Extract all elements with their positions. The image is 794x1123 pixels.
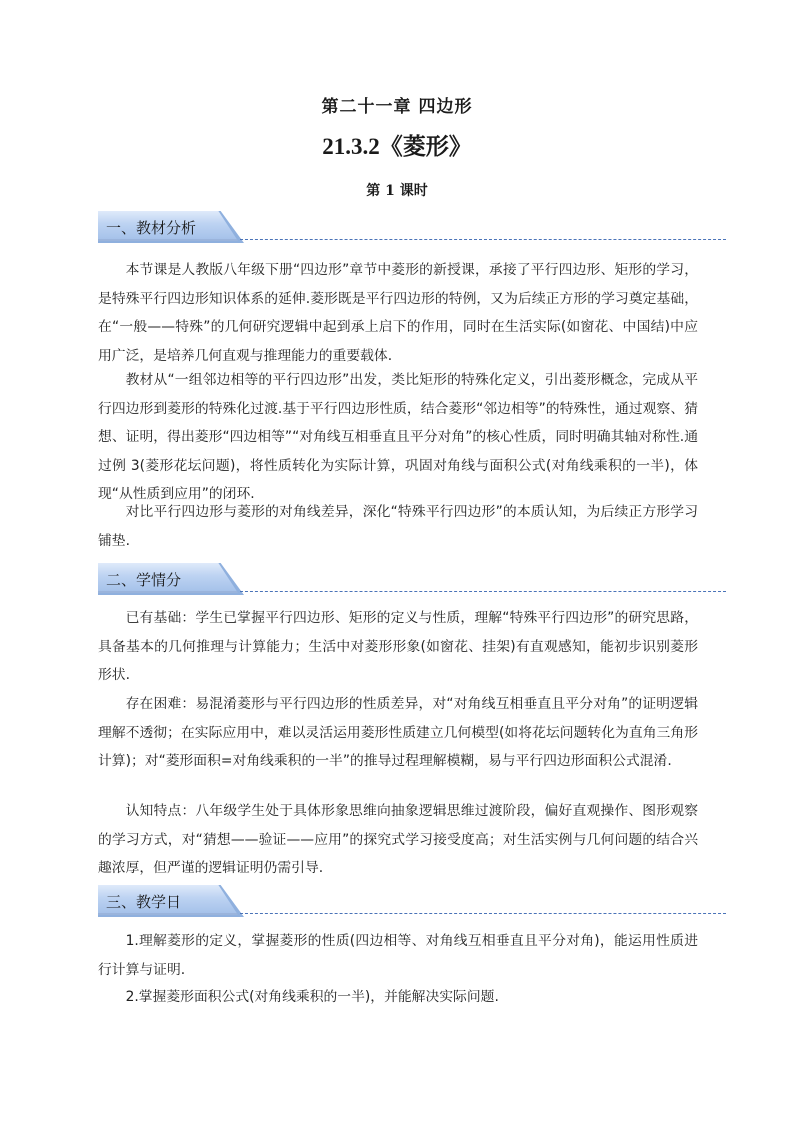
paragraph: 本节课是人教版八年级下册“四边形”章节中菱形的新授课，承接了平行四边形、矩形的学习，是特殊平行四边形知识体系的延伸.菱形既是平行四边形的特例，又为后续正方形的学习奠定基础，在“一般——特殊”的几何研究逻辑中起到承上启下的作用，同时在生活实际(如窗花、中国结)中应用广泛，是培养几何直观与推理能力的重要载体.	[98, 262, 698, 364]
dashed-divider	[240, 913, 726, 914]
paragraph: 1.理解菱形的定义，掌握菱形的性质(四边相等、对角线互相垂直且平分对角)，能运用性质进行计算与证明.	[98, 933, 698, 978]
paragraph: 教材从“一组邻边相等的平行四边形”出发，类比矩形的特殊化定义，引出菱形概念，完成从平行四边形到菱形的特殊化过渡.基于平行四边形性质，结合菱形“邻边相等”的特殊性，通过观察、猜想、证明，得出菱形“四边相等”“对角线互相垂直且平分对角”的核心性质，同时明确其轴对称性.通过例 3(菱形花坛问题)，将性质转化为实际计算，巩固对角线与面积公式(对角线乘积的一半)，体现“从性质到应用”的闭环.	[98, 372, 698, 502]
chapter-title: 第二十一章 四边形	[321, 97, 473, 117]
period-label: 第 1 课时	[366, 183, 428, 199]
section-label: 三、教学日	[106, 893, 182, 911]
section-header-student-analysis	[98, 563, 726, 597]
dashed-divider	[240, 591, 726, 592]
section-label: 一、教材分析	[106, 219, 197, 237]
dashed-divider	[240, 239, 726, 240]
paragraph: 认知特点：八年级学生处于具体形象思维向抽象逻辑思维过渡阶段，偏好直观操作、图形观察的学习方式，对“猜想——验证——应用”的探究式学习接受度高；对生活实例与几何问题的结合兴趣浓厚，但严谨的逻辑证明仍需引导.	[98, 803, 698, 876]
paragraph: 存在困难：易混淆菱形与平行四边形的性质差异，对“对角线互相垂直且平分对角”的证明逻辑理解不透彻；在实际应用中，难以灵活运用菱形性质建立几何模型(如将花坛问题转化为直角三角形计算)；对“菱形面积=对角线乘积的一半”的推导过程理解模糊，易与平行四边形面积公式混淆.	[98, 696, 698, 769]
lesson-title: 21.3.2《菱形》	[322, 134, 472, 159]
paragraph: 2.掌握菱形面积公式(对角线乘积的一半)，并能解决实际问题.	[125, 989, 499, 1005]
section-header-textbook-analysis	[98, 211, 726, 245]
paragraph: 已有基础：学生已掌握平行四边形、矩形的定义与性质，理解“特殊平行四边形”的研究思路，具备基本的几何推理与计算能力；生活中对菱形形象(如窗花、挂架)有直观感知，能初步识别菱形形状.	[98, 610, 698, 683]
section-header-teaching-goals	[98, 885, 726, 919]
section-label: 二、学情分	[106, 571, 182, 589]
paragraph: 对比平行四边形与菱形的对角线差异，深化“特殊平行四边形”的本质认知，为后续正方形学习铺垫.	[98, 504, 698, 549]
